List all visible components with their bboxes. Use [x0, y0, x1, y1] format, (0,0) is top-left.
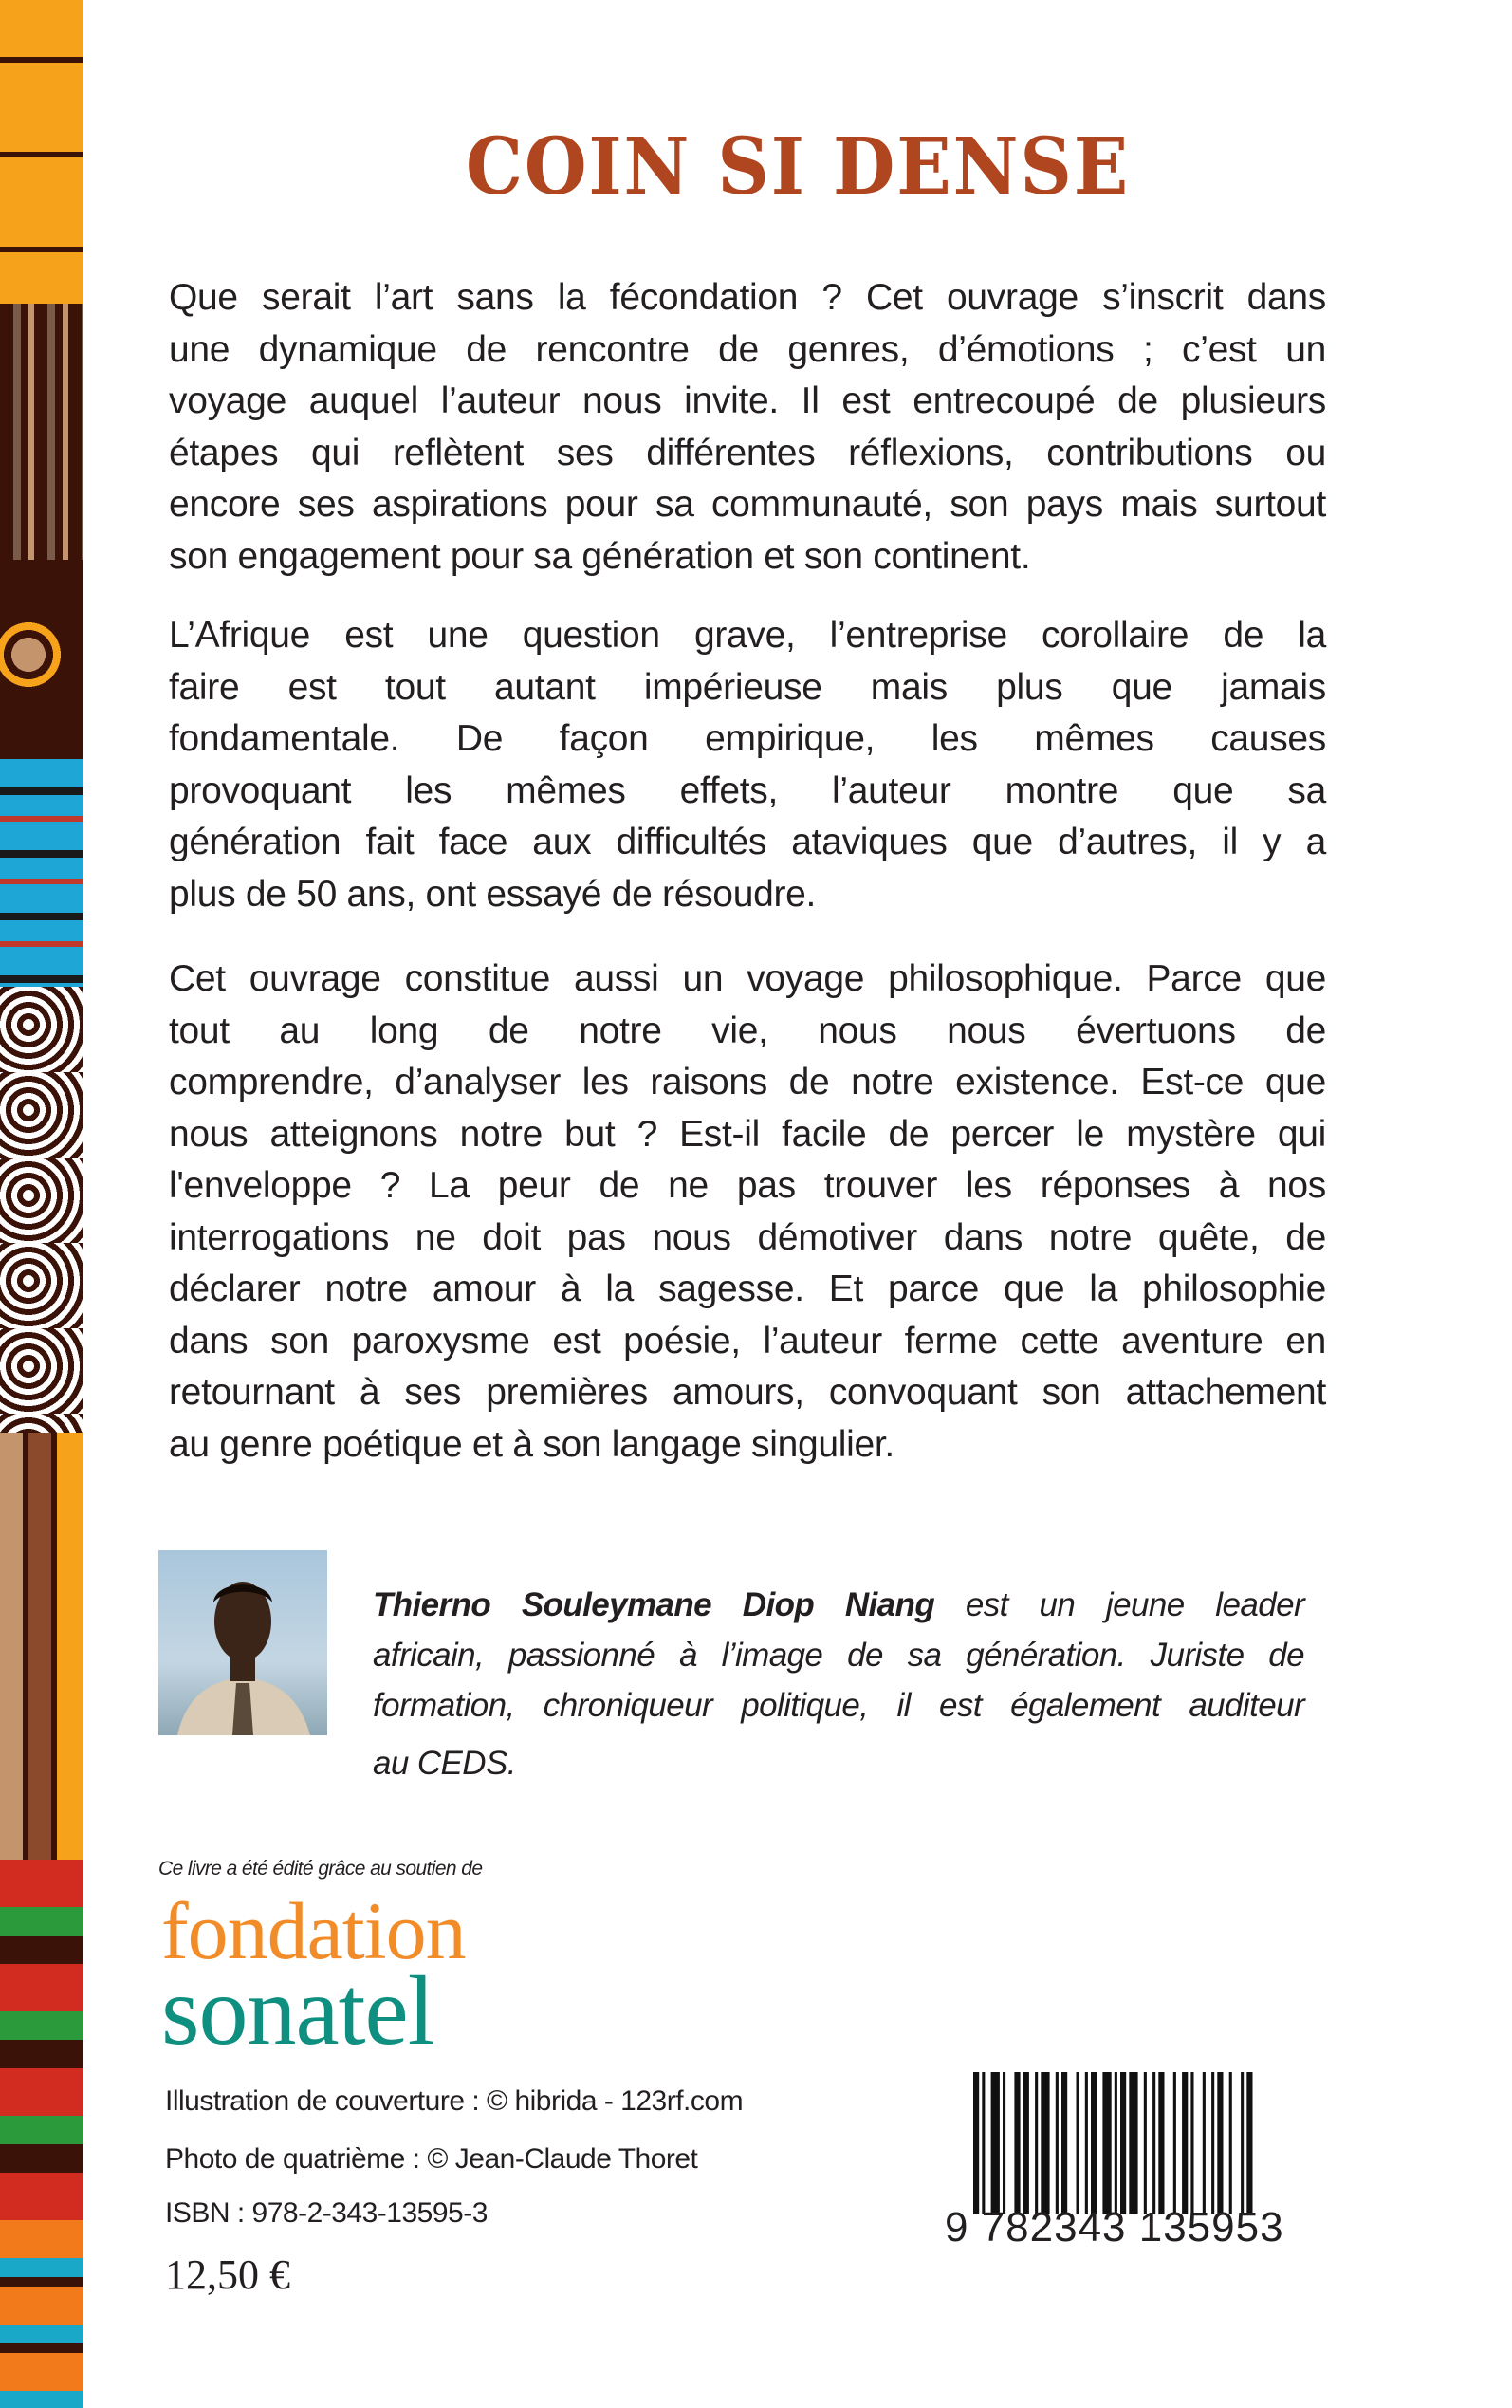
barcode-bar [1061, 2072, 1067, 2214]
paragraph-line: comprendre, d’analyser les raisons de notre existence. Est-ce que [169, 1062, 1326, 1102]
decorative-african-pattern-border [0, 0, 83, 2408]
paragraph-line: génération fait face aux difficultés ataviques que d’autres, il y a [169, 822, 1326, 862]
sponsor-note: Ce livre a été édité grâce au soutien de [158, 1858, 483, 1880]
paragraph-line: voyage auquel l’auteur nous invite. Il est entrecoupé de plusieurs [169, 380, 1326, 421]
sponsor-logo-fondation: fondation [161, 1885, 466, 1976]
barcode-bar [1035, 2072, 1038, 2214]
paragraph-line: encore ses aspirations pour sa communauté, son pays mais surtout [169, 484, 1326, 525]
barcode-bar [1211, 2072, 1214, 2214]
summary-paragraph-3 [169, 954, 1326, 1471]
sponsor-logo-sonatel: sonatel [161, 1956, 434, 2065]
barcode-bar [1203, 2072, 1206, 2214]
paragraph-line: une dynamique de rencontre de genres, d’émotions ; c’est un [169, 328, 1326, 370]
barcode-bar [1229, 2072, 1232, 2214]
paragraph-line: nous atteignons notre but ? Est-il facile de percer le mystère qui [169, 1113, 1326, 1155]
barcode-bar [1102, 2072, 1111, 2214]
barcode-bar [1129, 2072, 1137, 2214]
book-title: COIN SI DENSE [465, 121, 1131, 213]
barcode [973, 2072, 1305, 2214]
barcode-bar [1152, 2072, 1155, 2214]
paragraph-line: déclarer notre amour à la sagesse. Et parce que la philosophie [169, 1269, 1326, 1309]
price: 12,50 € [165, 2251, 290, 2298]
barcode-bar [1115, 2072, 1117, 2214]
barcode-bar [982, 2072, 985, 2214]
paragraph-line: plus de 50 ans, ont essayé de résoudre. [169, 873, 817, 915]
barcode-bar [1023, 2072, 1029, 2214]
summary-paragraph-1 [169, 272, 1326, 583]
paragraph-line: au genre poétique et à son langage singulier. [169, 1423, 894, 1465]
author-photo [158, 1550, 327, 1735]
paragraph-line: Que serait l’art sans la fécondation ? Cet ouvrage s’inscrit dans [169, 277, 1326, 318]
photo-credit: Photo de quatrième : © Jean-Claude Thoret [165, 2143, 698, 2175]
barcode-bar [1246, 2072, 1252, 2214]
paragraph-line: Cet ouvrage constitue aussi un voyage philosophique. Parce que [169, 958, 1326, 999]
paragraph-line: provoquant les mêmes effets, l’auteur montre que sa [169, 769, 1326, 811]
barcode-bar [1182, 2072, 1188, 2214]
barcode-bar [1217, 2072, 1223, 2214]
paragraph-line: faire est tout autant impérieuse mais plus que jamais [169, 666, 1326, 708]
author-portrait-image [158, 1550, 327, 1735]
summary-paragraph-2 [169, 610, 1326, 920]
barcode-bar [991, 2072, 1000, 2214]
barcode-bar [1190, 2072, 1193, 2214]
paragraph-line: l'enveloppe ? La peur de ne pas trouver les réponses à nos [169, 1165, 1326, 1206]
barcode-bar [1241, 2072, 1244, 2214]
paragraph-line: tout au long de notre vie, nous nous évertuons de [169, 1010, 1326, 1051]
paragraph-line: interrogations ne doit pas nous démotiver dans notre quête, de [169, 1216, 1326, 1258]
barcode-bar [1056, 2072, 1059, 2214]
barcode-bar [1144, 2072, 1147, 2214]
author-bio: Thierno Souleymane Diop Niang est un jeune leader africain, passionné à l’image de sa génération. Juriste de formation, chroniqueur politique, il est également auditeur au CEDS. [373, 1586, 1304, 1782]
barcode-bar [1085, 2072, 1088, 2214]
author-name: Thierno Souleymane Diop Niang [373, 1586, 935, 1623]
barcode-bar [1091, 2072, 1097, 2214]
isbn: ISBN : 978-2-343-13595-3 [165, 2197, 488, 2229]
barcode-bar [1041, 2072, 1049, 2214]
barcode-bar [1120, 2072, 1126, 2214]
barcode-bar [1173, 2072, 1176, 2214]
barcode-bar [1158, 2072, 1164, 2214]
paragraph-line: L’Afrique est une question grave, l’entreprise corollaire de la [169, 615, 1326, 656]
paragraph-line: dans son paroxysme est poésie, l’auteur ferme cette aventure en [169, 1320, 1326, 1361]
paragraph-line: retournant à ses premières amours, convoquant son attachement [169, 1372, 1326, 1413]
barcode-bar [1014, 2072, 1020, 2214]
paragraph-line: étapes qui reflètent ses différentes réflexions, contributions ou [169, 432, 1326, 473]
illustration-credit: Illustration de couverture : © hibrida - 123rf.com [165, 2085, 744, 2117]
paragraph-line: son engagement pour sa génération et son continent. [169, 535, 1031, 577]
paragraph-line: fondamentale. De façon empirique, les mêmes causes [169, 718, 1326, 759]
barcode-bar [1077, 2072, 1079, 2214]
barcode-digits: 9 782343 135953 [945, 2204, 1284, 2251]
barcode-bar [973, 2072, 979, 2214]
barcode-bar [1003, 2072, 1005, 2214]
